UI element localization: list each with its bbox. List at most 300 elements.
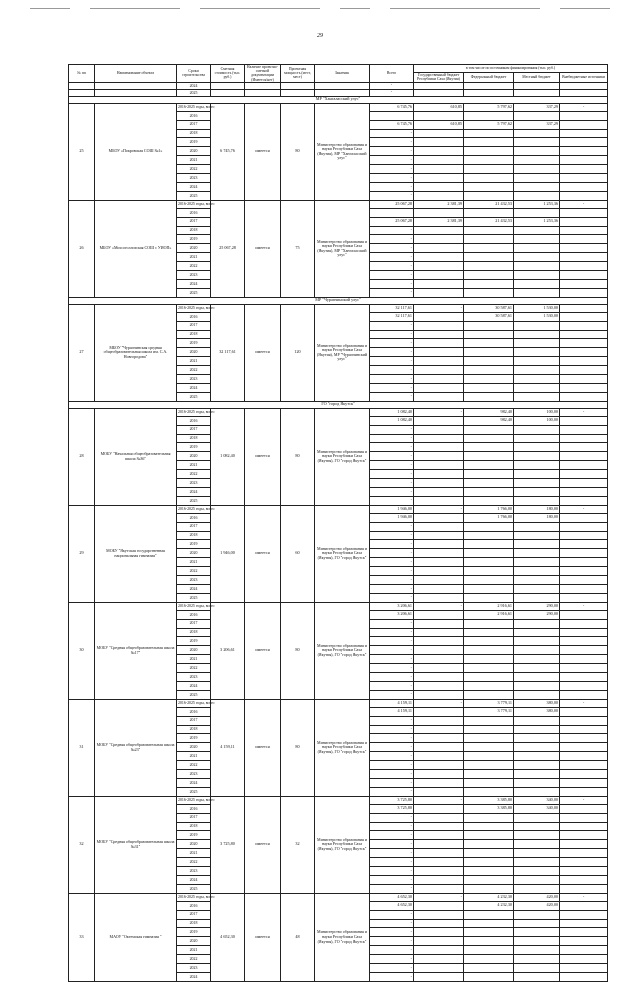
local-budget-cell	[514, 348, 560, 357]
total-cell: 4 652,30	[370, 893, 414, 901]
empty-cell	[414, 89, 464, 96]
local-budget-cell	[514, 567, 560, 576]
extra-budget-cell	[560, 637, 608, 646]
extra-budget-cell	[560, 540, 608, 549]
extra-budget-cell	[560, 576, 608, 585]
year-cell: 2023	[177, 576, 211, 585]
local-budget-cell	[514, 725, 560, 734]
local-budget-cell: 420,00	[514, 901, 560, 910]
rs-budget-cell	[414, 964, 464, 973]
rs-budget-cell	[414, 288, 464, 297]
year-cell: 2019	[177, 928, 211, 937]
rs-budget-cell	[414, 840, 464, 849]
rs-budget-cell: -	[414, 699, 464, 707]
object-docs: имеется	[245, 408, 281, 505]
local-budget-cell	[514, 262, 560, 271]
federal-budget-cell	[464, 271, 514, 280]
year-cell: 2025	[177, 392, 211, 401]
total-cell: -	[370, 946, 414, 955]
extra-budget-cell	[560, 664, 608, 673]
year-cell: 2022	[177, 366, 211, 375]
rs-budget-cell: 2 381,39	[414, 217, 464, 226]
table-row	[69, 408, 608, 416]
total-cell: -	[370, 89, 414, 96]
federal-budget-cell	[464, 470, 514, 479]
total-cell: -	[370, 743, 414, 752]
rs-budget-cell	[414, 496, 464, 505]
local-budget-cell	[514, 253, 560, 262]
federal-budget-cell	[464, 910, 514, 919]
extra-budget-cell	[560, 901, 608, 910]
year-cell: 2025	[177, 787, 211, 796]
rs-budget-cell	[414, 540, 464, 549]
local-budget-cell	[514, 849, 560, 858]
federal-budget-cell	[464, 884, 514, 893]
table-body	[69, 82, 608, 981]
extra-budget-cell	[560, 452, 608, 461]
rs-budget-cell	[414, 208, 464, 217]
rs-budget-cell	[414, 348, 464, 357]
empty-cell	[211, 89, 245, 96]
year-cell: 2021	[177, 752, 211, 761]
federal-budget-cell	[464, 972, 514, 981]
federal-budget-cell	[464, 584, 514, 593]
rs-budget-cell: -	[414, 408, 464, 416]
rs-budget-cell	[414, 725, 464, 734]
total-cell: -	[370, 383, 414, 392]
rs-budget-cell	[414, 479, 464, 488]
federal-budget-cell: 30 587,61	[464, 304, 514, 312]
total-cell: -	[370, 822, 414, 831]
federal-budget-cell: 2 916,61	[464, 602, 514, 610]
rs-budget-cell	[414, 955, 464, 964]
federal-budget-cell	[464, 576, 514, 585]
object-capacity: 80	[281, 699, 315, 796]
local-budget-cell	[514, 330, 560, 339]
federal-budget-cell	[464, 253, 514, 262]
local-budget-cell: 1 253,36	[514, 217, 560, 226]
extra-budget-cell	[560, 357, 608, 366]
rs-budget-cell	[414, 681, 464, 690]
rs-budget-cell	[414, 452, 464, 461]
total-cell: -	[370, 558, 414, 567]
table-row	[69, 796, 608, 804]
year-cell: 2023	[177, 867, 211, 876]
extra-budget-cell	[560, 304, 608, 312]
year-cell: 2023	[177, 479, 211, 488]
empty-cell	[560, 82, 608, 89]
table-row	[69, 602, 608, 610]
year-cell: 2017	[177, 522, 211, 531]
total-cell: -	[370, 531, 414, 540]
extra-budget-cell	[560, 366, 608, 375]
total-cell: -	[370, 522, 414, 531]
year-cell: 2018	[177, 822, 211, 831]
extra-budget-cell	[560, 690, 608, 699]
extra-budget-cell	[560, 804, 608, 813]
object-name: МОБУ "Якутская государственная национальная гимназия"	[95, 505, 177, 602]
federal-budget-cell	[464, 928, 514, 937]
object-docs: имеется	[245, 602, 281, 699]
rs-budget-cell	[414, 375, 464, 384]
total-cell: 25 067,28	[370, 200, 414, 208]
local-budget-cell: 380,00	[514, 707, 560, 716]
federal-budget-cell	[464, 955, 514, 964]
local-budget-cell	[514, 383, 560, 392]
rs-budget-cell	[414, 434, 464, 443]
local-budget-cell	[514, 392, 560, 401]
federal-budget-cell	[464, 725, 514, 734]
empty-cell	[414, 82, 464, 89]
empty-cell	[281, 89, 315, 96]
object-name: МОБУ "Начальная общеобразовательная школа №36"	[95, 408, 177, 505]
federal-budget-cell	[464, 734, 514, 743]
year-cell: 2018	[177, 725, 211, 734]
federal-budget-cell: 21 432,53	[464, 200, 514, 208]
section-title: ГО "город Якутск"	[69, 401, 608, 408]
empty-cell	[211, 82, 245, 89]
object-number: 26	[69, 200, 95, 297]
rs-budget-cell	[414, 972, 464, 981]
total-cell: -	[370, 244, 414, 253]
object-cost: 6 745,76	[211, 103, 245, 200]
rs-budget-cell	[414, 884, 464, 893]
local-budget-cell	[514, 673, 560, 682]
header-total: Всего	[370, 65, 414, 83]
local-budget-cell	[514, 226, 560, 235]
extra-budget-cell	[560, 312, 608, 321]
extra-budget-cell	[560, 619, 608, 628]
local-budget-cell	[514, 540, 560, 549]
rs-budget-cell	[414, 165, 464, 174]
federal-budget-cell	[464, 646, 514, 655]
year-cell: 2024	[177, 383, 211, 392]
federal-budget-cell	[464, 165, 514, 174]
total-cell: -	[370, 584, 414, 593]
rs-budget-cell: 610,85	[414, 103, 464, 111]
local-budget-cell	[514, 443, 560, 452]
extra-budget-cell	[560, 226, 608, 235]
year-cell: 2020	[177, 549, 211, 558]
total-cell: -	[370, 165, 414, 174]
total-cell: 25 067,28	[370, 217, 414, 226]
extra-budget-cell	[560, 191, 608, 200]
object-docs: имеется	[245, 505, 281, 602]
local-budget-cell: 337,29	[514, 120, 560, 129]
total-cell: -	[370, 392, 414, 401]
federal-budget-cell	[464, 558, 514, 567]
section-title: МР "Хангаласский улус"	[69, 96, 608, 103]
federal-budget-cell	[464, 840, 514, 849]
total-cell: -	[370, 681, 414, 690]
federal-budget-cell	[464, 375, 514, 384]
rs-budget-cell	[414, 111, 464, 120]
section-row	[69, 401, 608, 408]
local-budget-cell: 340,00	[514, 796, 560, 804]
year-cell: 2024	[177, 972, 211, 981]
total-cell: -	[370, 339, 414, 348]
rs-budget-cell	[414, 831, 464, 840]
federal-budget-cell	[464, 813, 514, 822]
extra-budget-cell	[560, 383, 608, 392]
federal-budget-cell: 1 766,00	[464, 513, 514, 522]
extra-budget-cell	[560, 910, 608, 919]
total-cell: -	[370, 182, 414, 191]
local-budget-cell: 100,00	[514, 408, 560, 416]
local-budget-cell	[514, 822, 560, 831]
total-cell: 32 117,61	[370, 304, 414, 312]
object-docs: имеется	[245, 796, 281, 893]
total-cell: -	[370, 253, 414, 262]
local-budget-cell	[514, 681, 560, 690]
rs-budget-cell	[414, 235, 464, 244]
rs-budget-cell	[414, 875, 464, 884]
rs-budget-cell	[414, 357, 464, 366]
total-cell: -	[370, 330, 414, 339]
local-budget-cell	[514, 174, 560, 183]
federal-budget-cell	[464, 138, 514, 147]
federal-budget-cell	[464, 937, 514, 946]
rs-budget-cell	[414, 716, 464, 725]
federal-budget-cell	[464, 540, 514, 549]
federal-budget-cell	[464, 235, 514, 244]
year-cell: 2021	[177, 946, 211, 955]
year-cell: 2021	[177, 849, 211, 858]
rs-budget-cell	[414, 244, 464, 253]
federal-budget-cell: 2 916,61	[464, 610, 514, 619]
year-cell: 2022	[177, 761, 211, 770]
period-cell: 2016-2025 годы, всего	[177, 893, 211, 901]
rs-budget-cell	[414, 129, 464, 138]
empty-cell	[514, 89, 560, 96]
local-budget-cell	[514, 964, 560, 973]
local-budget-cell	[514, 470, 560, 479]
year-cell: 2016	[177, 707, 211, 716]
extra-budget-cell	[560, 716, 608, 725]
extra-budget-cell	[560, 479, 608, 488]
rs-budget-cell	[414, 628, 464, 637]
federal-budget-cell	[464, 593, 514, 602]
extra-budget-cell	[560, 165, 608, 174]
local-budget-cell	[514, 425, 560, 434]
federal-budget-cell	[464, 875, 514, 884]
empty-cell	[95, 89, 177, 96]
local-budget-cell	[514, 434, 560, 443]
rs-budget-cell	[414, 339, 464, 348]
extra-budget-cell	[560, 593, 608, 602]
empty-cell	[514, 82, 560, 89]
year-cell: 2018	[177, 129, 211, 138]
total-cell: -	[370, 910, 414, 919]
rs-budget-cell	[414, 156, 464, 165]
object-name: МОБУ "Средняя общеобразовательная школа №17"	[95, 602, 177, 699]
year-cell: 2020	[177, 937, 211, 946]
federal-budget-cell	[464, 182, 514, 191]
local-budget-cell	[514, 743, 560, 752]
total-cell: -	[370, 567, 414, 576]
extra-budget-cell	[560, 174, 608, 183]
table-row	[69, 304, 608, 312]
total-cell: -	[370, 443, 414, 452]
federal-budget-cell	[464, 348, 514, 357]
rs-budget-cell	[414, 593, 464, 602]
extra-budget-cell	[560, 628, 608, 637]
section-title: МР "Чурапчинский улус"	[69, 297, 608, 304]
rs-budget-cell	[414, 858, 464, 867]
period-cell: 2016-2025 годы, всего	[177, 796, 211, 804]
header-no: № пп	[69, 65, 95, 83]
local-budget-cell	[514, 339, 560, 348]
object-name: МБОУ «Покровская СОШ №1»	[95, 103, 177, 200]
year-cell: 2020	[177, 743, 211, 752]
year-cell: 2020	[177, 147, 211, 156]
table-row	[69, 89, 608, 96]
rs-budget-cell	[414, 383, 464, 392]
total-cell: -	[370, 235, 414, 244]
local-budget-cell: 290,00	[514, 610, 560, 619]
object-docs: имеется	[245, 699, 281, 796]
local-budget-cell	[514, 111, 560, 120]
local-budget-cell: 180,00	[514, 505, 560, 513]
rs-budget-cell	[414, 655, 464, 664]
rs-budget-cell: -	[414, 796, 464, 804]
object-docs: имеется	[245, 893, 281, 981]
total-cell: -	[370, 787, 414, 796]
rs-budget-cell	[414, 787, 464, 796]
local-budget-cell	[514, 531, 560, 540]
total-cell: -	[370, 147, 414, 156]
federal-budget-cell	[464, 549, 514, 558]
federal-budget-cell	[464, 946, 514, 955]
total-cell: 1 946,00	[370, 513, 414, 522]
extra-budget-cell	[560, 884, 608, 893]
total-cell: -	[370, 972, 414, 981]
total-cell: 4 159,11	[370, 699, 414, 707]
extra-budget-cell	[560, 743, 608, 752]
year-cell: 2018	[177, 330, 211, 339]
year-cell: 2025	[177, 690, 211, 699]
rs-budget-cell	[414, 567, 464, 576]
total-cell: -	[370, 716, 414, 725]
object-docs: имеется	[245, 103, 281, 200]
object-customer: Министерство образования и науки Республики Саха (Якутия), МР "Хангаласский улус"	[315, 103, 370, 200]
federal-budget-cell	[464, 752, 514, 761]
extra-budget-cell: -	[560, 408, 608, 416]
total-cell: -	[370, 858, 414, 867]
local-budget-cell	[514, 576, 560, 585]
total-cell: -	[370, 619, 414, 628]
object-number: 32	[69, 796, 95, 893]
federal-budget-cell	[464, 743, 514, 752]
empty-cell	[464, 89, 514, 96]
federal-budget-cell: 982,40	[464, 416, 514, 425]
federal-budget-cell	[464, 262, 514, 271]
year-cell: 2020	[177, 348, 211, 357]
local-budget-cell	[514, 479, 560, 488]
rs-budget-cell	[414, 937, 464, 946]
rs-budget-cell	[414, 147, 464, 156]
extra-budget-cell	[560, 461, 608, 470]
extra-budget-cell	[560, 831, 608, 840]
local-budget-cell	[514, 831, 560, 840]
local-budget-cell	[514, 664, 560, 673]
object-number: 28	[69, 408, 95, 505]
total-cell: -	[370, 348, 414, 357]
object-capacity: 80	[281, 602, 315, 699]
extra-budget-cell	[560, 964, 608, 973]
object-number: 30	[69, 602, 95, 699]
period-cell: 2016-2025 годы, всего	[177, 505, 211, 513]
local-budget-cell	[514, 558, 560, 567]
local-budget-cell	[514, 584, 560, 593]
local-budget-cell	[514, 875, 560, 884]
year-cell: 2025	[177, 89, 211, 96]
extra-budget-cell	[560, 875, 608, 884]
year-cell: 2016	[177, 610, 211, 619]
local-budget-cell	[514, 946, 560, 955]
year-cell: 2023	[177, 673, 211, 682]
total-cell: -	[370, 375, 414, 384]
total-cell: -	[370, 279, 414, 288]
year-cell: 2021	[177, 253, 211, 262]
total-cell: -	[370, 226, 414, 235]
year-cell: 2016	[177, 513, 211, 522]
local-budget-cell	[514, 858, 560, 867]
total-cell: -	[370, 664, 414, 673]
total-cell: -	[370, 770, 414, 779]
local-budget-cell: 1 253,36	[514, 200, 560, 208]
extra-budget-cell: -	[560, 699, 608, 707]
extra-budget-cell	[560, 858, 608, 867]
extra-budget-cell	[560, 610, 608, 619]
extra-budget-cell	[560, 434, 608, 443]
local-budget-cell	[514, 813, 560, 822]
local-budget-cell	[514, 357, 560, 366]
extra-budget-cell	[560, 513, 608, 522]
total-cell: -	[370, 461, 414, 470]
federal-budget-cell: 3 385,80	[464, 796, 514, 804]
page-number: 29	[317, 33, 323, 39]
federal-budget-cell	[464, 208, 514, 217]
year-cell: 2022	[177, 165, 211, 174]
year-cell: 2024	[177, 681, 211, 690]
local-budget-cell	[514, 840, 560, 849]
year-cell: 2024	[177, 875, 211, 884]
header-sources: в том числе по источникам финансирования (тыс. руб.)	[414, 65, 608, 73]
total-cell: -	[370, 434, 414, 443]
local-budget-cell	[514, 637, 560, 646]
header-extra-budget: Внебюджетные источники	[560, 73, 608, 83]
object-number: 29	[69, 505, 95, 602]
rs-budget-cell	[414, 743, 464, 752]
rs-budget-cell	[414, 637, 464, 646]
total-cell: -	[370, 867, 414, 876]
rs-budget-cell	[414, 910, 464, 919]
table-row	[69, 103, 608, 111]
rs-budget-cell	[414, 392, 464, 401]
year-cell: 2022	[177, 470, 211, 479]
table-row	[69, 699, 608, 707]
local-budget-cell	[514, 619, 560, 628]
extra-budget-cell	[560, 271, 608, 280]
federal-budget-cell	[464, 831, 514, 840]
extra-budget-cell	[560, 725, 608, 734]
total-cell: -	[370, 919, 414, 928]
total-cell: 3 206,61	[370, 610, 414, 619]
rs-budget-cell	[414, 919, 464, 928]
table-header	[69, 65, 608, 83]
year-cell: 2023	[177, 271, 211, 280]
